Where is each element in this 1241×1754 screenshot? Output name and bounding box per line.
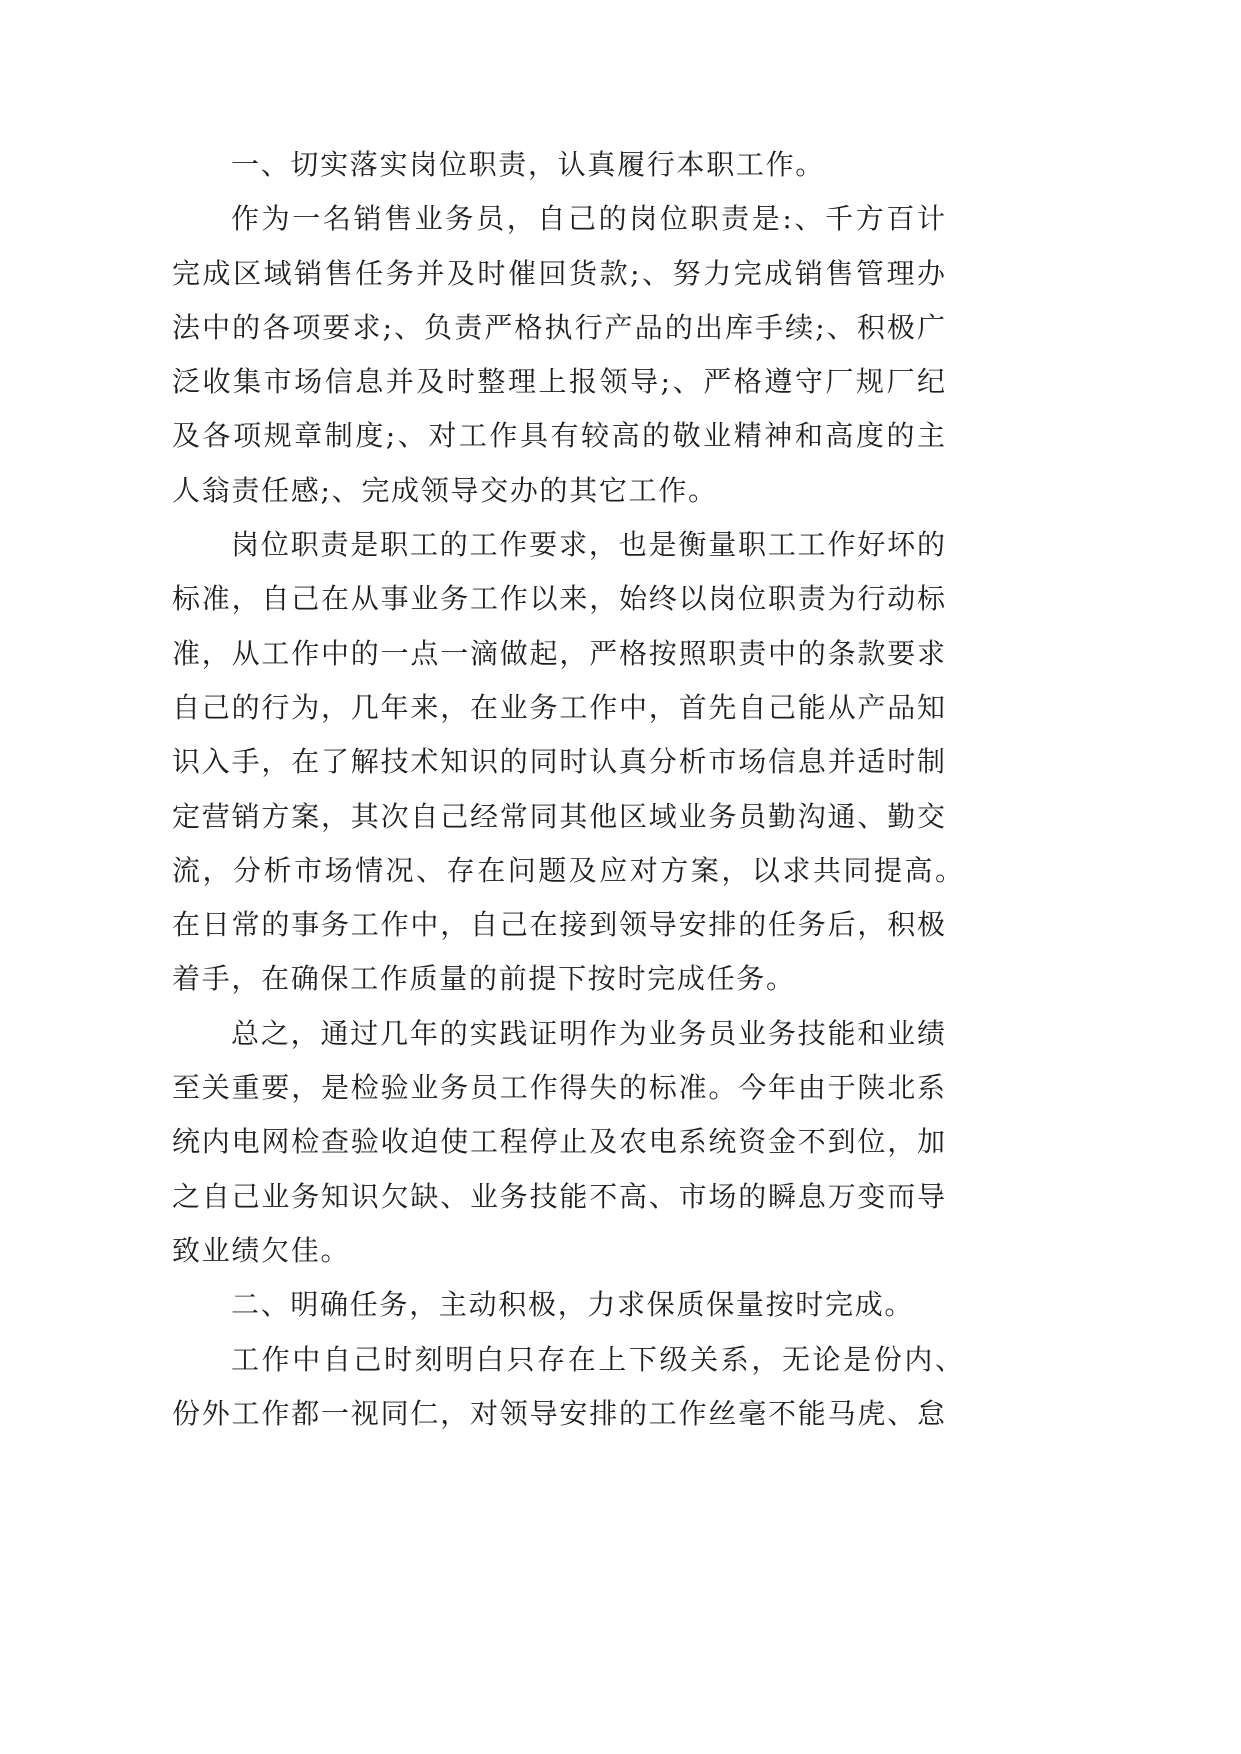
body-paragraph [172,192,945,518]
document-body [172,138,963,1441]
text-line: 准，从工作中的一点一滴做起，严格按照职责中的条款要求 [172,636,945,670]
text-line: 定营销方案，其次自己经常同其他区域业务员勤沟通、勤交 [172,799,945,833]
text-line: 至关重要，是检验业务员工作得失的标准。今年由于陕北系 [172,1071,945,1105]
text-line: 之自己业务知识欠缺、业务技能不高、市场的瞬息万变而导 [172,1179,945,1213]
text-line: 总之，通过几年的实践证明作为业务员业务技能和业绩 [231,1016,945,1050]
text-line: 份外工作都一视同仁，对领导安排的工作丝毫不能马虎、怠 [172,1396,945,1430]
text-line: 工作中自己时刻明白只存在上下级关系，无论是份内、 [231,1342,963,1376]
text-line: 完成区域销售任务并及时催回货款;、努力完成销售管理办 [172,256,945,290]
text-line: 致业绩欠佳。 [172,1233,351,1267]
text-line: 岗位职责是职工的工作要求，也是衡量职工工作好坏的 [231,528,945,562]
section-heading-1 [172,138,945,192]
text-line: 人翁责任感;、完成领导交办的其它工作。 [172,473,718,507]
text-line: 作为一名销售业务员，自己的岗位职责是:、千方百计 [231,202,945,236]
text-line: 泛收集市场信息并及时整理上报领导;、严格遵守厂规厂纪 [172,365,945,399]
text-line: 标准，自己在从事业务工作以来，始终以岗位职责为行动标 [172,582,945,616]
text-line: 及各项规章制度;、对工作具有较高的敬业精神和高度的主 [172,419,945,453]
text-line: 流，分析市场情况、存在问题及应对方案，以求共同提高。 [172,853,963,887]
text-line: 识入手，在了解技术知识的同时认真分析市场信息并适时制 [172,745,945,779]
body-paragraph [172,1007,945,1278]
text-line: 一、切实落实岗位职责，认真履行本职工作。 [231,148,826,181]
text-line: 着手，在确保工作质量的前提下按时完成任务。 [172,962,796,996]
text-line: 自己的行为，几年来，在业务工作中，首先自己能从产品知 [172,690,945,724]
text-line: 法中的各项要求;、负责严格执行产品的出库手续;、积极广 [172,310,945,344]
text-line: 在日常的事务工作中，自己在接到领导安排的任务后，积极 [172,908,945,942]
body-paragraph [172,1333,963,1442]
body-paragraph [172,518,963,1007]
section-heading-2 [172,1278,945,1332]
text-line: 二、明确任务，主动积极，力求保质保量按时完成。 [231,1288,915,1322]
text-line: 统内电网检查验收迫使工程停止及农电系统资金不到位，加 [172,1125,945,1159]
